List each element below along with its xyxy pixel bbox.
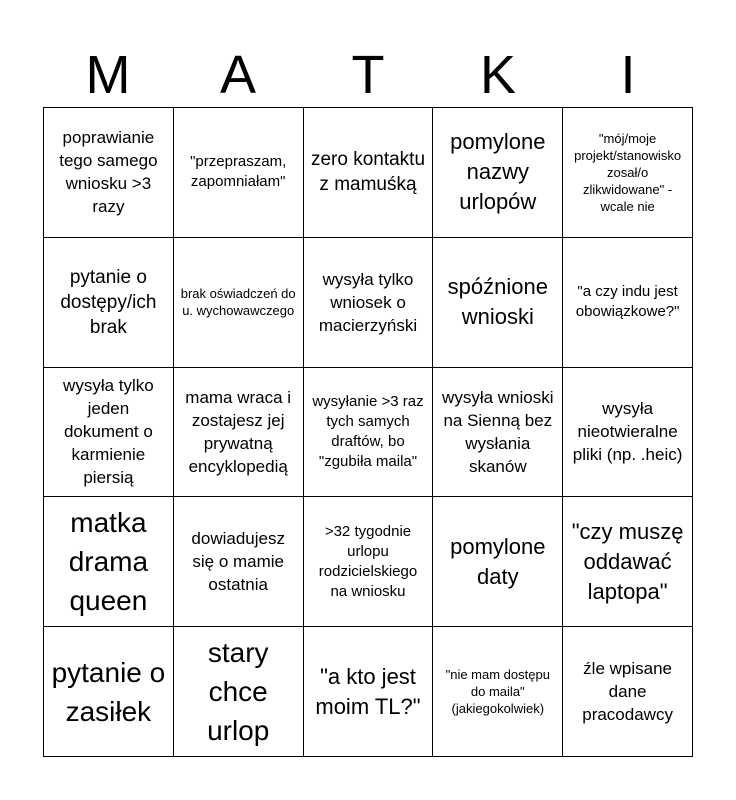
cell-text: dowiadujesz się o mamie ostatnia	[191, 529, 285, 595]
cell-text: stary chce urlop	[207, 637, 270, 747]
cell-text: pytanie o dostępy/ich brak	[60, 266, 157, 338]
bingo-cell[interactable]	[174, 108, 304, 238]
bingo-cell[interactable]	[304, 238, 434, 368]
cell-text: "a kto jest moim TL?"	[315, 663, 421, 719]
cell-text: zero kontaktu z mamuśką	[310, 149, 426, 196]
bingo-cell[interactable]	[174, 497, 304, 627]
cell-text: brak oświadczeń do u. wychowawczego	[180, 286, 296, 319]
cell-text: poprawianie tego samego wniosku >3 razy	[59, 128, 158, 217]
cell-text: pytanie o zasiłek	[51, 656, 166, 727]
bingo-cell[interactable]	[304, 627, 434, 757]
bingo-cell[interactable]	[563, 238, 693, 368]
cell-text: "a czy indu jest obowiązkowe?"	[575, 283, 680, 321]
header-letter: I	[620, 45, 636, 105]
bingo-cell[interactable]	[563, 368, 693, 498]
bingo-cell[interactable]	[174, 368, 304, 498]
bingo-cell[interactable]	[433, 108, 563, 238]
cell-text: "czy muszę oddawać laptopa"	[571, 518, 684, 604]
cell-text: "przepraszam, zapomniałam"	[190, 153, 287, 191]
bingo-grid	[43, 107, 693, 757]
bingo-cell[interactable]	[304, 108, 434, 238]
bingo-cell[interactable]	[304, 368, 434, 498]
bingo-cell[interactable]	[44, 108, 174, 238]
bingo-cell[interactable]	[44, 627, 174, 757]
cell-text: wysyłanie >3 raz tych samych draftów, bo "zgubiła maila"	[312, 392, 424, 470]
cell-text: matka drama queen	[68, 507, 149, 617]
cell-text: pomylone daty	[450, 533, 546, 589]
bingo-cell[interactable]	[563, 627, 693, 757]
header-letter: T	[351, 45, 385, 105]
header-letter: K	[479, 45, 517, 105]
bingo-cell[interactable]	[174, 627, 304, 757]
cell-text: "nie mam dostępu do maila" (jakiegokolwiek)	[445, 667, 550, 717]
cell-text: >32 tygodnie urlopu rodzicielskiego na wniosku	[318, 522, 418, 600]
bingo-cell[interactable]	[44, 497, 174, 627]
cell-text: wysyła tylko jeden dokument o karmienie piersią	[63, 376, 154, 488]
cell-text: pomylone nazwy urlopów	[450, 129, 546, 215]
cell-text: źle wpisane dane pracodawcy	[582, 659, 673, 725]
bingo-cell[interactable]	[44, 238, 174, 368]
cell-text: "mój/moje projekt/stanowisko zosał/o zlikwidowane" - wcale nie	[574, 130, 682, 214]
bingo-cell[interactable]	[174, 238, 304, 368]
bingo-cell[interactable]	[563, 497, 693, 627]
cell-text: wysyła wnioski na Sienną bez wysłania skanów	[442, 387, 554, 476]
header-letter: A	[219, 45, 257, 105]
bingo-cell[interactable]	[304, 497, 434, 627]
bingo-cell[interactable]	[563, 108, 693, 238]
bingo-cell[interactable]	[433, 497, 563, 627]
bingo-cell[interactable]	[44, 368, 174, 498]
cell-text: spóźnione wnioski	[447, 274, 548, 330]
cell-text: wysyła nieotwieralne pliki (np. .heic)	[572, 399, 683, 465]
cell-text: wysyła tylko wniosek o macierzyński	[318, 269, 418, 335]
bingo-cell[interactable]	[433, 627, 563, 757]
cell-text: mama wraca i zostajesz jej prywatną encyklopedią	[185, 387, 292, 476]
bingo-cell[interactable]	[433, 238, 563, 368]
bingo-header	[43, 42, 693, 108]
header-letter: M	[85, 45, 131, 105]
bingo-cell[interactable]	[433, 368, 563, 498]
